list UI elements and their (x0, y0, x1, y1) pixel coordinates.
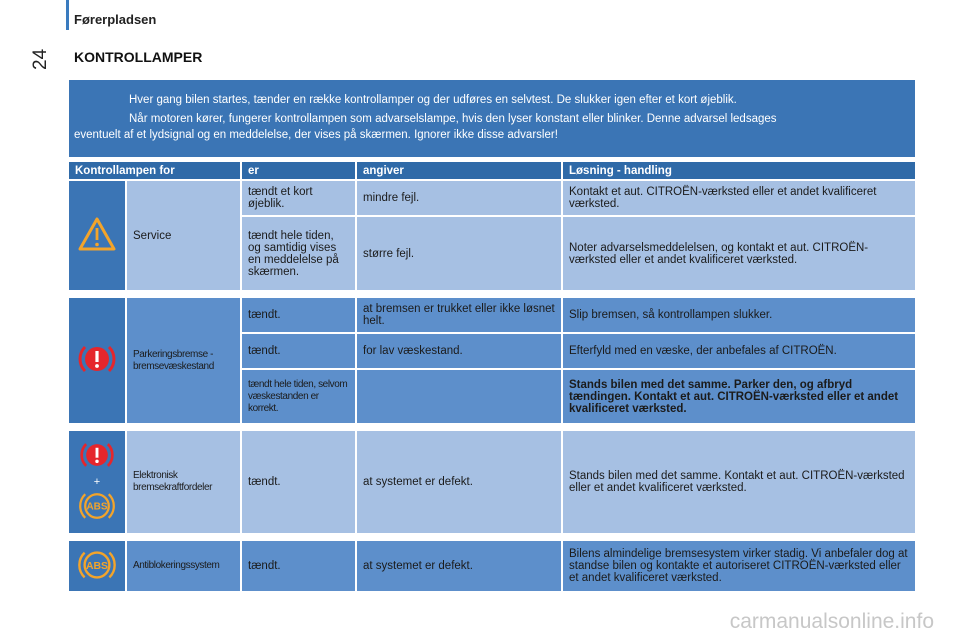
table-row (69, 181, 915, 217)
col-header-solution: Løsning - handling (563, 162, 915, 181)
indicates-cell: større fejl. (357, 217, 563, 292)
state-cell: tændt et kort øjeblik. (242, 181, 357, 217)
table-row (69, 298, 915, 334)
lamp-name-abs: Antiblokeringssystem (127, 541, 242, 593)
table-row (69, 541, 915, 593)
warning-lamps-table (69, 162, 915, 593)
service-icon-cell (69, 181, 127, 292)
abs-icon (77, 545, 117, 585)
intro-paragraph-2 (74, 111, 901, 143)
abs-icon-cell (69, 541, 127, 593)
page-number: 24 (30, 48, 51, 70)
table-header-row (69, 162, 915, 181)
solution-cell: Efterfyld med en væske, der anbefales af CITROËN. (563, 334, 915, 370)
solution-cell: Bilens almindelige bremsesystem virker stadig. Vi anbefaler dog at standse bilen og kontakte et autoriseret CITROËN-værksted eller et andet kvalificeret værksted. (563, 541, 915, 593)
abs-icon-label: ABS (86, 501, 108, 513)
indicates-cell: at systemet er defekt. (357, 431, 563, 535)
plus-sign: + (93, 476, 101, 488)
intro-paragraph-1: Hver gang bilen startes, tænder en række kontrollamper og der udføres en selvtest. De slukker igen efter et kort øjeblik. (129, 94, 737, 106)
intro-box (69, 80, 915, 157)
brake-warning-icon (78, 436, 116, 474)
brake-warning-icon (76, 338, 118, 380)
solution-cell: Stands bilen med det samme. Kontakt et aut. CITROËN-værksted eller et andet kvalificeret værksted. (563, 431, 915, 535)
state-cell: tændt hele tiden, og samtidig vises en meddelelse på skærmen. (242, 217, 357, 292)
state-cell: tændt. (242, 541, 357, 593)
page-title: KONTROLLAMPER (74, 49, 203, 65)
lamp-name-service: Service (127, 181, 242, 292)
state-cell: tændt. (242, 298, 357, 334)
header-accent-bar (66, 0, 69, 30)
table-row (69, 431, 915, 535)
solution-cell: Stands bilen med det samme. Parker den, og afbryd tændingen. Kontakt et aut. CITROËN-værksted eller et andet kvalificeret værksted. (563, 370, 915, 425)
state-cell: tændt. (242, 431, 357, 535)
solution-cell: Noter advarselsmeddelelsen, og kontakt et aut. CITROËN-værksted eller et andet kvalificeret værksted. (563, 217, 915, 292)
section-header: Førerpladsen (74, 12, 157, 27)
intro-paragraph-2-line-1: Når motoren kører, fungerer kontrollampen som advarselslampe, hvis den lyser konstant eller blinker. Denne advarsel ledsages (129, 113, 777, 125)
indicates-cell (357, 370, 563, 425)
brake-icon-cell (69, 298, 127, 425)
state-cell: tændt hele tiden, selvom væskestanden er korrekt. (242, 370, 357, 425)
solution-cell: Slip bremsen, så kontrollampen slukker. (563, 298, 915, 334)
col-header-state: er (242, 162, 357, 181)
ebd-icon-cell (69, 431, 127, 535)
lamp-name-parking-brake: Parkeringsbremse - bremsevæskestand (127, 298, 242, 425)
lamp-name-ebd: Elektronisk bremsekraftfordeler (127, 431, 242, 535)
col-header-indicates: angiver (357, 162, 563, 181)
warning-triangle-icon (77, 216, 117, 252)
abs-icon (78, 487, 116, 525)
solution-cell: Kontakt et aut. CITROËN-værksted eller et andet kvalificeret værksted. (563, 181, 915, 217)
indicates-cell: at bremsen er trukket eller ikke løsnet helt. (357, 298, 563, 334)
abs-icon-label: ABS (85, 560, 109, 572)
watermark: carmanualsonline.info (729, 610, 934, 633)
col-header-lamp: Kontrollampen for (69, 162, 242, 181)
indicates-cell: mindre fejl. (357, 181, 563, 217)
intro-paragraph-2-line-2: eventuelt af et lydsignal og en meddelelse, der vises på skærmen. Ignorer ikke disse advarsler! (74, 129, 558, 141)
indicates-cell: for lav væskestand. (357, 334, 563, 370)
indicates-cell: at systemet er defekt. (357, 541, 563, 593)
state-cell: tændt. (242, 334, 357, 370)
